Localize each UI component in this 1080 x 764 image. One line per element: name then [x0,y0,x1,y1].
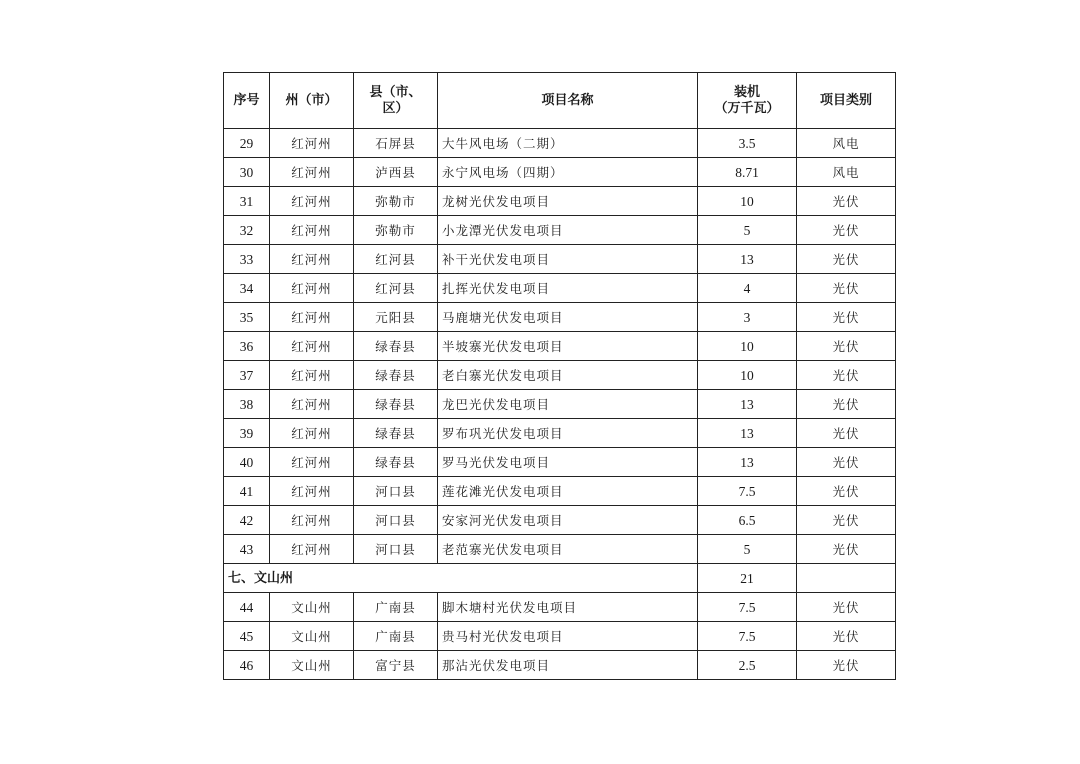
table-row [224,506,896,535]
cell-project-name: 半坡寨光伏发电项目 [438,332,698,361]
cell-capacity: 7.5 [698,593,797,622]
cell-category: 光伏 [797,448,896,477]
cell-capacity: 10 [698,332,797,361]
cell-seq: 45 [224,622,270,651]
cell-prefecture: 红河州 [270,245,354,274]
cell-prefecture: 红河州 [270,158,354,187]
cell-seq: 30 [224,158,270,187]
header-county [354,73,438,129]
table-row [224,361,896,390]
cell-category: 光伏 [797,419,896,448]
cell-county: 元阳县 [354,303,438,332]
cell-seq: 39 [224,419,270,448]
cell-category: 光伏 [797,303,896,332]
cell-prefecture: 红河州 [270,390,354,419]
cell-seq: 34 [224,274,270,303]
cell-county: 弥勒市 [354,187,438,216]
cell-prefecture: 红河州 [270,419,354,448]
table-row [224,303,896,332]
cell-prefecture: 文山州 [270,651,354,680]
section-row [224,564,896,593]
cell-project-name: 永宁风电场（四期） [438,158,698,187]
cell-project-name: 莲花滩光伏发电项目 [438,477,698,506]
cell-capacity: 3.5 [698,129,797,158]
cell-project-name: 脚木塘村光伏发电项目 [438,593,698,622]
cell-seq: 40 [224,448,270,477]
cell-county: 广南县 [354,622,438,651]
cell-category: 光伏 [797,535,896,564]
cell-seq: 44 [224,593,270,622]
project-table [223,72,896,680]
cell-project-name: 贵马村光伏发电项目 [438,622,698,651]
header-capacity [698,73,797,129]
cell-capacity: 5 [698,535,797,564]
cell-seq: 46 [224,651,270,680]
cell-category: 光伏 [797,477,896,506]
cell-prefecture: 红河州 [270,187,354,216]
cell-category: 光伏 [797,245,896,274]
cell-prefecture: 红河州 [270,129,354,158]
table-row [224,593,896,622]
table-body [224,129,896,680]
cell-capacity: 5 [698,216,797,245]
cell-seq: 42 [224,506,270,535]
cell-county: 红河县 [354,245,438,274]
cell-county: 绿春县 [354,390,438,419]
cell-category: 风电 [797,129,896,158]
cell-county: 河口县 [354,477,438,506]
table-header [224,73,896,129]
cell-category: 光伏 [797,187,896,216]
cell-category: 光伏 [797,390,896,419]
cell-county: 泸西县 [354,158,438,187]
cell-project-name: 老范寨光伏发电项目 [438,535,698,564]
cell-prefecture: 红河州 [270,448,354,477]
cell-county: 绿春县 [354,419,438,448]
cell-prefecture: 红河州 [270,361,354,390]
cell-seq: 31 [224,187,270,216]
cell-project-name: 老白寨光伏发电项目 [438,361,698,390]
cell-project-name: 马鹿塘光伏发电项目 [438,303,698,332]
cell-prefecture: 红河州 [270,477,354,506]
cell-project-name: 补干光伏发电项目 [438,245,698,274]
cell-prefecture: 红河州 [270,303,354,332]
cell-prefecture: 红河州 [270,506,354,535]
header-prefecture: 州（市） [270,73,354,129]
cell-county: 绿春县 [354,448,438,477]
cell-seq: 38 [224,390,270,419]
cell-capacity: 13 [698,448,797,477]
cell-seq: 37 [224,361,270,390]
section-capacity: 21 [698,564,797,593]
cell-project-name: 那沾光伏发电项目 [438,651,698,680]
cell-category: 光伏 [797,274,896,303]
table-row [224,245,896,274]
cell-seq: 41 [224,477,270,506]
table-row [224,187,896,216]
cell-category: 光伏 [797,332,896,361]
cell-category: 光伏 [797,216,896,245]
cell-county: 富宁县 [354,651,438,680]
cell-county: 红河县 [354,274,438,303]
cell-capacity: 3 [698,303,797,332]
cell-capacity: 2.5 [698,651,797,680]
table-row [224,477,896,506]
cell-prefecture: 文山州 [270,593,354,622]
header-row [224,73,896,129]
table-row [224,622,896,651]
cell-county: 绿春县 [354,361,438,390]
cell-county: 石屏县 [354,129,438,158]
cell-category: 光伏 [797,593,896,622]
cell-county: 弥勒市 [354,216,438,245]
cell-project-name: 小龙潭光伏发电项目 [438,216,698,245]
cell-category: 光伏 [797,622,896,651]
cell-seq: 32 [224,216,270,245]
cell-project-name: 大牛风电场（二期） [438,129,698,158]
table-row [224,129,896,158]
cell-seq: 36 [224,332,270,361]
cell-capacity: 4 [698,274,797,303]
header-capacity-line1: 装机 [733,84,760,100]
cell-seq: 35 [224,303,270,332]
cell-category: 光伏 [797,361,896,390]
cell-category: 光伏 [797,651,896,680]
cell-prefecture: 红河州 [270,274,354,303]
cell-capacity: 13 [698,245,797,274]
cell-capacity: 7.5 [698,622,797,651]
cell-capacity: 6.5 [698,506,797,535]
cell-project-name: 龙树光伏发电项目 [438,187,698,216]
cell-capacity: 10 [698,187,797,216]
cell-category: 光伏 [797,506,896,535]
cell-capacity: 13 [698,419,797,448]
cell-seq: 29 [224,129,270,158]
table-row [224,651,896,680]
table-row [224,216,896,245]
cell-county: 河口县 [354,535,438,564]
header-county-line2: 区） [382,100,409,116]
cell-county: 广南县 [354,593,438,622]
cell-county: 绿春县 [354,332,438,361]
cell-project-name: 扎挥光伏发电项目 [438,274,698,303]
header-county-line1: 县（市、 [369,84,422,100]
cell-capacity: 10 [698,361,797,390]
cell-seq: 33 [224,245,270,274]
header-project-name: 项目名称 [438,73,698,129]
cell-capacity: 13 [698,390,797,419]
cell-project-name: 罗马光伏发电项目 [438,448,698,477]
cell-prefecture: 文山州 [270,622,354,651]
section-title: 七、文山州 [224,564,698,593]
cell-category: 风电 [797,158,896,187]
table-row [224,448,896,477]
cell-prefecture: 红河州 [270,332,354,361]
cell-county: 河口县 [354,506,438,535]
cell-capacity: 8.71 [698,158,797,187]
cell-prefecture: 红河州 [270,535,354,564]
table-row [224,158,896,187]
cell-project-name: 罗布巩光伏发电项目 [438,419,698,448]
cell-prefecture: 红河州 [270,216,354,245]
cell-seq: 43 [224,535,270,564]
cell-project-name: 安家河光伏发电项目 [438,506,698,535]
header-capacity-line2: （万千瓦） [714,100,780,116]
header-category: 项目类别 [797,73,896,129]
cell-capacity: 7.5 [698,477,797,506]
table-row [224,535,896,564]
table-row [224,332,896,361]
table-row [224,274,896,303]
table-row [224,419,896,448]
section-category [797,564,896,593]
table-row [224,390,896,419]
header-seq: 序号 [224,73,270,129]
cell-project-name: 龙巴光伏发电项目 [438,390,698,419]
